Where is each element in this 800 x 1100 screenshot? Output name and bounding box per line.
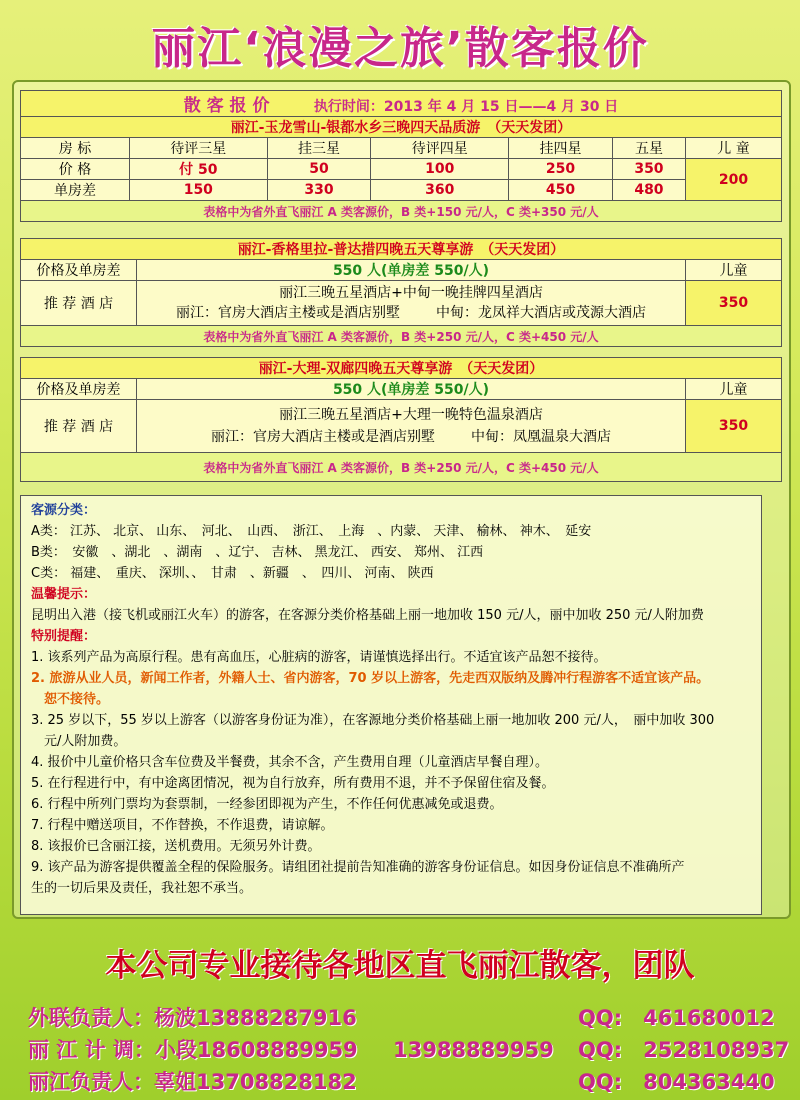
col-header: 儿 童 bbox=[686, 138, 782, 159]
tour1-note: 表格中为省外直飞丽江 A 类客源价，B 类+150 元/人，C 类+350 元/人 bbox=[21, 201, 782, 222]
notice-item: 3. 25 岁以下，55 岁以上游客（以游客身份证为准），在客源地分类价格基础上丽一地加收 200 元/人， 丽中加收 300 bbox=[31, 713, 715, 728]
child-label: 儿童 bbox=[686, 379, 782, 400]
source-title: 客源分类： bbox=[31, 503, 97, 518]
row-label: 价 格 bbox=[21, 159, 130, 180]
tour3-note: 表格中为省外直飞丽江 A 类客源价，B 类+250 元/人，C 类+450 元/人 bbox=[21, 453, 782, 482]
notice-item: 2. 旅游从业人员，新闻工作者，外籍人士、省内游客，70 岁以上游客，先走西双版纳及腾冲行程游客不适宜该产品。 bbox=[31, 671, 710, 686]
hotel-line: 丽江三晚五星酒店+大理一晚特色温泉酒店 bbox=[279, 407, 543, 423]
hotel-line: 中甸：凤凰温泉大酒店 bbox=[471, 429, 611, 445]
contact-label: 外联负责人：杨波13888287916 bbox=[28, 1006, 357, 1030]
hotel-line: 丽江：官房大酒店主楼或是酒店别墅 bbox=[211, 429, 435, 445]
page-title: 丽江‘浪漫之旅’散客报价 bbox=[151, 23, 649, 74]
source-b: B类： 安徽 、湖北 、湖南 、辽宁、 吉林、 黑龙江、 西安、 郑州、 江西 bbox=[31, 545, 484, 560]
hotel-line: 丽江三晚五星酒店+中甸一晚挂牌四星酒店 bbox=[279, 285, 543, 301]
hotel-label: 推 荐 酒 店 bbox=[21, 400, 137, 453]
notice-item: 9. 该产品为游客提供覆盖全程的保险服务。请组团社提前告知准确的游客身份证信息。如因身份证信息不准确所产 bbox=[31, 860, 685, 875]
col-header: 待评三星 bbox=[130, 138, 268, 159]
tour2-name: 丽江-香格里拉-普达措四晚五天尊享游 （天天发团） bbox=[21, 239, 782, 260]
special-title: 特别提醒： bbox=[31, 629, 97, 644]
info-box bbox=[20, 495, 762, 915]
tour2-table bbox=[20, 238, 782, 347]
contact-row bbox=[28, 1066, 357, 1096]
tour3-name: 丽江-大理-双廊四晚五天尊享游 （天天发团） bbox=[21, 358, 782, 379]
tour3-price: 550 人(单房差 550/人) bbox=[137, 379, 686, 400]
source-a: A类： 江苏、 北京、 山东、 河北、 山西、 浙江、 上海 、内蒙、 天津、 榆林、 神木、 延安 bbox=[31, 524, 592, 539]
contact-qq: QQ: 461680012 bbox=[578, 1006, 775, 1030]
tour3-table bbox=[20, 357, 782, 482]
notice-item: 4. 报价中儿童价格只含车位费及半餐费，其余不含，产生费用自理（儿童酒店早餐自理）。 bbox=[31, 755, 549, 770]
row-label: 单房差 bbox=[21, 180, 130, 201]
child-label: 儿童 bbox=[686, 260, 782, 281]
header-date: 执行时间：2013 年 4 月 15 日——4 月 30 日 bbox=[313, 99, 619, 115]
diff-cell: 150 bbox=[130, 180, 268, 201]
hotel-line: 丽江：官房大酒店主楼或是酒店别墅 bbox=[176, 305, 400, 321]
col-header: 房 标 bbox=[21, 138, 130, 159]
hotel-label: 推 荐 酒 店 bbox=[21, 281, 137, 326]
diff-cell: 450 bbox=[509, 180, 613, 201]
notice-item: 生的一切后果及责任，我社恕不承当。 bbox=[31, 881, 253, 896]
col-header: 挂四星 bbox=[509, 138, 613, 159]
tour2-price: 550 人(单房差 550/人) bbox=[137, 260, 686, 281]
diff-cell: 330 bbox=[267, 180, 371, 201]
source-c: C类： 福建、 重庆、 深圳、、 甘肃 、新疆 、 四川、 河南、 陕西 bbox=[31, 566, 434, 581]
tour2-note: 表格中为省外直飞丽江 A 类客源价，B 类+250 元/人，C 类+450 元/人 bbox=[21, 326, 782, 347]
tour1-table bbox=[20, 90, 782, 222]
diff-cell: 480 bbox=[612, 180, 685, 201]
hotel-line: 中甸：龙凤祥大酒店或茂源大酒店 bbox=[436, 305, 646, 321]
notice-item: 恕不接待。 bbox=[31, 692, 110, 707]
contact-extra: 13988889959 bbox=[392, 1038, 554, 1062]
contact-qq: QQ: 2528108937 bbox=[578, 1038, 790, 1062]
contact-row bbox=[28, 1002, 357, 1032]
notice-item: 8. 该报价已含丽江接，送机费用。无须另外计费。 bbox=[31, 839, 321, 854]
price-cell: 350 bbox=[612, 159, 685, 180]
contact-label: 丽江负责人：辜姐13708828182 bbox=[28, 1070, 357, 1094]
contact-qq: QQ: 804363440 bbox=[578, 1070, 775, 1094]
header-label: 散 客 报 价 bbox=[183, 96, 270, 116]
notice-item: 5. 在行程进行中，有中途离团情况，视为自行放弃，所有费用不退，并不予保留住宿及餐。 bbox=[31, 776, 555, 791]
contact-row bbox=[28, 1034, 554, 1064]
warm-text: 昆明出入港（接飞机或丽江火车）的游客，在客源分类价格基础上丽一地加收 150 元/人，丽中加收 250 元/人附加费 bbox=[31, 608, 704, 623]
price-cell: 付 50 bbox=[130, 159, 268, 180]
contact-label: 丽 江 计 调：小段18608889959 bbox=[28, 1038, 358, 1062]
warm-title: 温馨提示： bbox=[31, 587, 97, 602]
col-header: 五星 bbox=[612, 138, 685, 159]
price-cell: 100 bbox=[371, 159, 509, 180]
col-header: 挂三星 bbox=[267, 138, 371, 159]
price-cell: 50 bbox=[267, 159, 371, 180]
child-price: 200 bbox=[686, 159, 782, 201]
row-label: 价格及单房差 bbox=[21, 260, 137, 281]
hotel-cell bbox=[137, 400, 686, 453]
hotel-cell bbox=[137, 281, 686, 326]
price-cell: 250 bbox=[509, 159, 613, 180]
child-price: 350 bbox=[686, 400, 782, 453]
diff-cell: 360 bbox=[371, 180, 509, 201]
notice-item: 6. 行程中所列门票均为套票制，一经参团即视为产生，不作任何优惠减免或退费。 bbox=[31, 797, 503, 812]
notice-item: 元/人附加费。 bbox=[31, 734, 127, 749]
company-banner: 本公司专业接待各地区直飞丽江散客，团队 bbox=[105, 948, 695, 984]
tour1-name: 丽江-玉龙雪山-银都水乡三晚四天品质游 （天天发团） bbox=[21, 117, 782, 138]
notice-item: 7. 行程中赠送项目，不作替换，不作退费，请谅解。 bbox=[31, 818, 334, 833]
child-price: 350 bbox=[686, 281, 782, 326]
notice-item: 1. 该系列产品为高原行程。患有高血压，心脏病的游客，请谨慎选择出行。不适宜该产品恕不接待。 bbox=[31, 650, 607, 665]
col-header: 待评四星 bbox=[371, 138, 509, 159]
row-label: 价格及单房差 bbox=[21, 379, 137, 400]
